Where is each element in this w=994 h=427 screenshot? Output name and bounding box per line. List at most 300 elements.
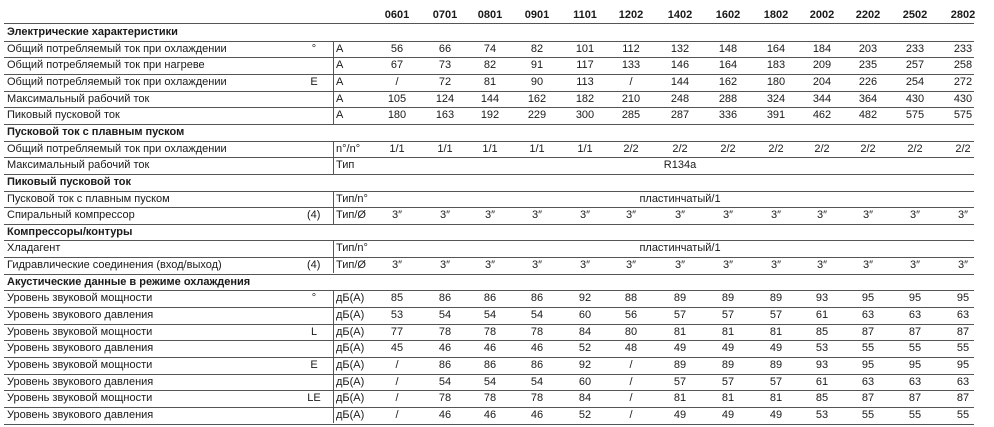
table-cell: 48 (624, 342, 638, 355)
row-divider (4, 124, 974, 125)
table-cell: 85 (815, 392, 829, 405)
table-cell: 87 (908, 392, 922, 405)
table-cell: 133 (621, 59, 641, 72)
table-cell: 144 (480, 92, 500, 105)
table-cell: 2/2 (768, 142, 784, 155)
table-cell: 63 (908, 375, 922, 388)
table-cell: 78 (530, 392, 544, 405)
table-cell: 391 (766, 109, 786, 122)
row-label: Уровень звуковой мощности (7, 359, 153, 371)
table-cell: 54 (483, 375, 497, 388)
row-unit: дБ(А) (336, 309, 365, 322)
row-note: (4) (307, 209, 321, 222)
table-cell: 95 (908, 359, 922, 371)
table-cell: 3″ (439, 259, 450, 272)
model-column-header: 0801 (477, 9, 503, 21)
table-cell: 55 (861, 408, 875, 421)
section-heading: Пусковой ток с плавным пуском (7, 125, 185, 138)
table-cell: 3″ (722, 209, 733, 222)
table-cell: 203 (858, 42, 878, 55)
row-divider (4, 74, 974, 75)
table-cell: 112 (622, 42, 640, 55)
model-column-header: 1802 (763, 9, 789, 21)
table-cell: 226 (858, 75, 878, 88)
table-cell: 162 (527, 92, 547, 105)
table-cell: 430 (905, 92, 925, 105)
table-cell: 288 (718, 92, 738, 105)
version-mark: E (310, 75, 318, 88)
table-cell: 3″ (625, 259, 636, 272)
row-divider (4, 57, 974, 58)
row-unit: A (336, 42, 344, 55)
table-cell: 3″ (909, 209, 920, 222)
table-cell: 82 (483, 59, 497, 72)
table-cell: 63 (861, 309, 875, 322)
section-heading: Пиковый пусковой ток (7, 175, 132, 188)
table-cell: 57 (721, 309, 735, 322)
table-cell: 46 (438, 342, 452, 355)
table-cell: 55 (908, 408, 922, 421)
table-cell: 285 (621, 109, 641, 122)
row-divider (4, 207, 974, 208)
section-heading: Электрические характеристики (7, 26, 178, 38)
table-cell: 272 (953, 75, 973, 88)
table-cell: 52 (578, 408, 592, 421)
table-cell: 113 (576, 75, 594, 88)
table-cell: 89 (769, 292, 783, 305)
row-unit: дБ(А) (336, 292, 365, 305)
table-cell: 3″ (531, 209, 542, 222)
table-cell: 105 (387, 92, 407, 105)
row-divider (4, 390, 974, 391)
table-cell: 3″ (722, 259, 733, 272)
model-column-header: 1202 (618, 9, 644, 21)
table-cell: 49 (673, 408, 687, 421)
table-cell: 3″ (391, 209, 402, 222)
table-cell: 63 (956, 375, 970, 388)
table-cell: 95 (861, 359, 875, 371)
row-divider (4, 407, 974, 408)
table-cell: 2/2 (955, 142, 971, 155)
table-cell: 86 (438, 292, 452, 305)
table-cell: 55 (861, 342, 875, 355)
table-cell: 233 (905, 42, 925, 55)
row-divider (4, 340, 974, 341)
model-column-header: 0901 (524, 9, 550, 21)
merged-cell: R134a (663, 159, 697, 172)
table-cell: 84 (578, 392, 592, 405)
row-divider (4, 23, 974, 24)
table-cell: 54 (483, 309, 497, 322)
row-label: Уровень звуковой мощности (7, 325, 153, 338)
version-mark: E (310, 359, 318, 371)
table-cell: 56 (624, 309, 638, 322)
row-note: (4) (307, 259, 321, 272)
row-divider (4, 324, 974, 325)
table-cell: 95 (908, 292, 922, 305)
table-cell: 77 (390, 325, 404, 338)
row-label: Уровень звуковой мощности (7, 292, 153, 305)
table-cell: 54 (530, 309, 544, 322)
model-column-header: 2202 (855, 9, 881, 21)
table-cell: 67 (390, 59, 404, 72)
row-unit: Тип/n° (336, 192, 368, 205)
row-unit: дБ(А) (336, 342, 365, 355)
table-cell: / (395, 359, 399, 371)
table-cell: / (395, 375, 399, 388)
table-cell: 87 (861, 325, 875, 338)
table-cell: 49 (769, 408, 783, 421)
row-unit: Тип/n° (336, 242, 368, 255)
table-cell: 248 (670, 92, 690, 105)
table-cell: 233 (953, 42, 973, 55)
version-mark: ° (311, 42, 317, 55)
table-cell: 63 (908, 309, 922, 322)
table-cell: 87 (956, 325, 970, 338)
row-unit: A (336, 75, 344, 88)
table-cell: 49 (673, 342, 687, 355)
table-cell: 124 (435, 92, 455, 105)
table-cell: 146 (670, 59, 690, 72)
row-unit: A (336, 109, 344, 122)
table-cell: 46 (483, 342, 497, 355)
table-cell: 184 (812, 42, 832, 55)
row-divider (4, 290, 974, 291)
table-cell: 88 (624, 292, 638, 305)
table-cell: 57 (673, 309, 687, 322)
version-mark: L (310, 325, 318, 338)
table-cell: 86 (530, 292, 544, 305)
row-unit: Тип/Ø (336, 259, 366, 272)
table-cell: 49 (721, 408, 735, 421)
table-cell: 60 (578, 309, 592, 322)
table-cell: 235 (858, 59, 878, 72)
table-cell: 3″ (579, 259, 590, 272)
model-column-header: 2002 (809, 9, 835, 21)
table-cell: 87 (908, 325, 922, 338)
table-cell: 81 (673, 325, 687, 338)
table-cell: 3″ (816, 259, 827, 272)
table-cell: 52 (578, 342, 592, 355)
table-cell: 55 (956, 408, 970, 421)
table-cell: 182 (575, 92, 595, 105)
section-heading: Акустические данные в режиме охлаждения (7, 275, 251, 288)
table-cell: 86 (530, 359, 544, 371)
table-cell: 73 (438, 59, 452, 72)
table-cell: 74 (483, 42, 497, 55)
table-cell: 87 (861, 392, 875, 405)
row-unit: дБ(А) (336, 325, 365, 338)
table-cell: 164 (766, 42, 786, 55)
table-cell: 2/2 (814, 142, 830, 155)
table-cell: 3″ (531, 259, 542, 272)
row-label: Уровень звуковой мощности (7, 392, 153, 405)
table-cell: / (629, 408, 633, 421)
table-cell: 2/2 (720, 142, 736, 155)
table-cell: 91 (530, 59, 544, 72)
table-cell: 148 (718, 42, 738, 55)
table-cell: 85 (815, 325, 829, 338)
table-cell: / (395, 75, 399, 88)
row-unit: дБ(А) (336, 392, 365, 405)
row-label: Общий потребляемый ток при нагреве (7, 59, 205, 72)
table-cell: 78 (438, 392, 452, 405)
table-cell: 86 (483, 359, 497, 371)
table-cell: 1/1 (482, 142, 498, 155)
table-cell: 3″ (484, 259, 495, 272)
table-cell: 46 (483, 408, 497, 421)
row-divider (4, 257, 974, 258)
table-cell: 3″ (862, 209, 873, 222)
table-cell: 192 (480, 109, 500, 122)
row-label: Спиральный компрессор (7, 209, 135, 222)
table-cell: / (395, 408, 399, 421)
table-cell: 84 (578, 325, 592, 338)
table-cell: 89 (721, 359, 735, 371)
table-cell: 61 (815, 375, 829, 388)
table-cell: 81 (769, 392, 783, 405)
table-cell: 46 (438, 408, 452, 421)
row-divider (4, 157, 974, 158)
table-cell: 287 (670, 109, 690, 122)
table-cell: 54 (530, 375, 544, 388)
table-cell: 53 (390, 309, 404, 322)
table-cell: 87 (956, 392, 970, 405)
table-cell: 89 (721, 292, 735, 305)
table-cell: 78 (483, 392, 497, 405)
table-cell: 300 (575, 109, 595, 122)
table-cell: 3″ (674, 209, 685, 222)
table-cell: 3″ (579, 209, 590, 222)
table-cell: 46 (530, 342, 544, 355)
table-cell: 180 (387, 109, 407, 122)
table-cell: 92 (578, 359, 592, 371)
table-cell: 57 (769, 309, 783, 322)
row-divider (4, 41, 974, 42)
table-cell: 2/2 (623, 142, 639, 155)
table-cell: 57 (721, 375, 735, 388)
row-label: Уровень звукового давления (7, 342, 154, 355)
table-cell: 57 (769, 375, 783, 388)
table-cell: 257 (905, 59, 925, 72)
table-cell: 430 (953, 92, 973, 105)
table-cell: 3″ (909, 259, 920, 272)
table-cell: 2/2 (672, 142, 688, 155)
model-column-header: 0601 (384, 9, 410, 21)
table-cell: 3″ (439, 209, 450, 222)
table-cell: 45 (390, 342, 404, 355)
row-divider (4, 307, 974, 308)
table-cell: 204 (812, 75, 832, 88)
table-cell: 1/1 (389, 142, 405, 155)
column-divider (333, 41, 334, 124)
model-column-header: 2502 (902, 9, 928, 21)
table-cell: 3″ (816, 209, 827, 222)
row-unit: A (336, 59, 344, 72)
table-cell: 86 (438, 359, 452, 371)
table-cell: 117 (576, 59, 594, 72)
model-column-header: 1602 (715, 9, 741, 21)
row-unit: дБ(А) (336, 359, 365, 371)
row-divider (4, 191, 974, 192)
table-cell: 92 (578, 292, 592, 305)
model-column-header: 0701 (432, 9, 458, 21)
table-cell: 144 (670, 75, 690, 88)
table-cell: 482 (858, 109, 878, 122)
table-cell: 81 (483, 75, 497, 88)
table-cell: 81 (769, 325, 783, 338)
row-divider (4, 174, 974, 175)
row-label: Общий потребляемый ток при охлаждении (7, 42, 227, 55)
row-unit: Тип (336, 159, 355, 172)
table-cell: 78 (483, 325, 497, 338)
table-cell: 49 (721, 342, 735, 355)
row-divider (4, 224, 974, 225)
row-divider (4, 274, 974, 275)
model-column-header: 1402 (667, 9, 693, 21)
column-divider (333, 191, 334, 224)
table-cell: 78 (438, 325, 452, 338)
row-label: Пусковой ток с плавным пуском (7, 192, 170, 205)
table-cell: 3″ (770, 259, 781, 272)
table-cell: 101 (575, 42, 595, 55)
table-cell: 80 (624, 325, 638, 338)
table-cell: / (629, 359, 633, 371)
table-cell: 3″ (770, 209, 781, 222)
table-cell: 53 (815, 408, 829, 421)
table-cell: 344 (812, 92, 832, 105)
row-divider (4, 374, 974, 375)
table-cell: / (395, 392, 399, 405)
row-label: Гидравлические соединения (вход/выход) (7, 259, 222, 272)
table-cell: 89 (769, 359, 783, 371)
table-cell: 575 (953, 109, 973, 122)
row-divider (4, 357, 974, 358)
table-cell: 82 (530, 42, 544, 55)
row-label: Пиковый пусковой ток (7, 109, 120, 122)
table-cell: 93 (815, 359, 829, 371)
table-cell: 81 (721, 325, 735, 338)
table-cell: 63 (861, 375, 875, 388)
row-label: Уровень звукового давления (7, 309, 154, 322)
table-cell: 210 (621, 92, 641, 105)
table-cell: 183 (766, 59, 786, 72)
table-cell: 60 (578, 375, 592, 388)
table-cell: 61 (815, 309, 829, 322)
table-cell: 1/1 (577, 142, 593, 155)
table-cell: 1/1 (529, 142, 545, 155)
table-cell: 86 (483, 292, 497, 305)
model-column-header: 1101 (573, 9, 597, 21)
table-cell: 93 (815, 292, 829, 305)
table-cell: 55 (908, 342, 922, 355)
row-unit: A (336, 92, 344, 105)
table-cell: 90 (530, 75, 544, 88)
row-divider (4, 240, 974, 241)
table-cell: 53 (815, 342, 829, 355)
row-label: Общий потребляемый ток при охлаждении (7, 75, 227, 88)
row-divider (4, 107, 974, 108)
table-cell: 54 (438, 309, 452, 322)
model-column-header: 2802 (950, 9, 976, 21)
table-cell: 3″ (674, 259, 685, 272)
row-label: Общий потребляемый ток при охлаждении (7, 142, 227, 155)
table-cell: 95 (861, 292, 875, 305)
table-cell: 258 (953, 59, 973, 72)
table-cell: 1/1 (437, 142, 453, 155)
table-cell: 89 (673, 359, 687, 371)
table-cell: 336 (718, 109, 738, 122)
table-cell: 66 (438, 42, 452, 55)
table-cell: 55 (956, 342, 970, 355)
table-cell: 57 (673, 375, 687, 388)
table-cell: / (629, 375, 633, 388)
table-cell: 95 (956, 292, 970, 305)
row-label: Уровень звукового давления (7, 408, 154, 421)
table-cell: 180 (766, 75, 786, 88)
version-mark: ° (311, 292, 317, 305)
row-label: Максимальный рабочий ток (7, 159, 150, 172)
table-cell: 3″ (391, 259, 402, 272)
merged-cell: пластинчатый/1 (639, 242, 721, 255)
row-unit: Тип/Ø (336, 209, 366, 222)
table-cell: 254 (905, 75, 925, 88)
table-cell: 81 (673, 392, 687, 405)
table-cell: 3″ (862, 259, 873, 272)
version-mark: LE (307, 392, 321, 405)
table-cell: 324 (766, 92, 786, 105)
table-cell: 95 (956, 359, 970, 371)
table-cell: 3″ (625, 209, 636, 222)
row-divider (4, 424, 974, 425)
table-cell: 163 (435, 109, 455, 122)
row-divider (4, 141, 974, 142)
row-label: Уровень звукового давления (7, 375, 154, 388)
table-cell: 3″ (484, 209, 495, 222)
table-cell: 78 (530, 325, 544, 338)
table-cell: 89 (673, 292, 687, 305)
table-cell: 72 (438, 75, 452, 88)
column-divider (333, 141, 334, 174)
merged-cell: пластинчатый/1 (639, 192, 721, 205)
section-heading: Компрессоры/контуры (7, 225, 133, 238)
table-cell: 462 (812, 109, 832, 122)
table-cell: 162 (718, 75, 738, 88)
table-cell: 209 (812, 59, 832, 72)
row-label: Максимальный рабочий ток (7, 92, 150, 105)
row-unit: дБ(А) (336, 375, 365, 388)
table-cell: 364 (858, 92, 878, 105)
table-cell: 54 (438, 375, 452, 388)
table-cell: 132 (670, 42, 690, 55)
column-divider (333, 240, 334, 273)
table-cell: 575 (905, 109, 925, 122)
table-cell: / (629, 392, 633, 405)
row-unit: n°/n° (336, 142, 361, 155)
column-divider (333, 290, 334, 423)
table-cell: 85 (390, 292, 404, 305)
row-divider (4, 91, 974, 92)
table-cell: 63 (956, 309, 970, 322)
table-cell: 3″ (957, 259, 968, 272)
row-unit: дБ(А) (336, 408, 365, 421)
table-cell: 164 (718, 59, 738, 72)
table-cell: 81 (721, 392, 735, 405)
table-cell: 56 (390, 42, 404, 55)
table-cell: 49 (769, 342, 783, 355)
row-label: Хладагент (7, 242, 61, 255)
table-cell: 2/2 (907, 142, 923, 155)
